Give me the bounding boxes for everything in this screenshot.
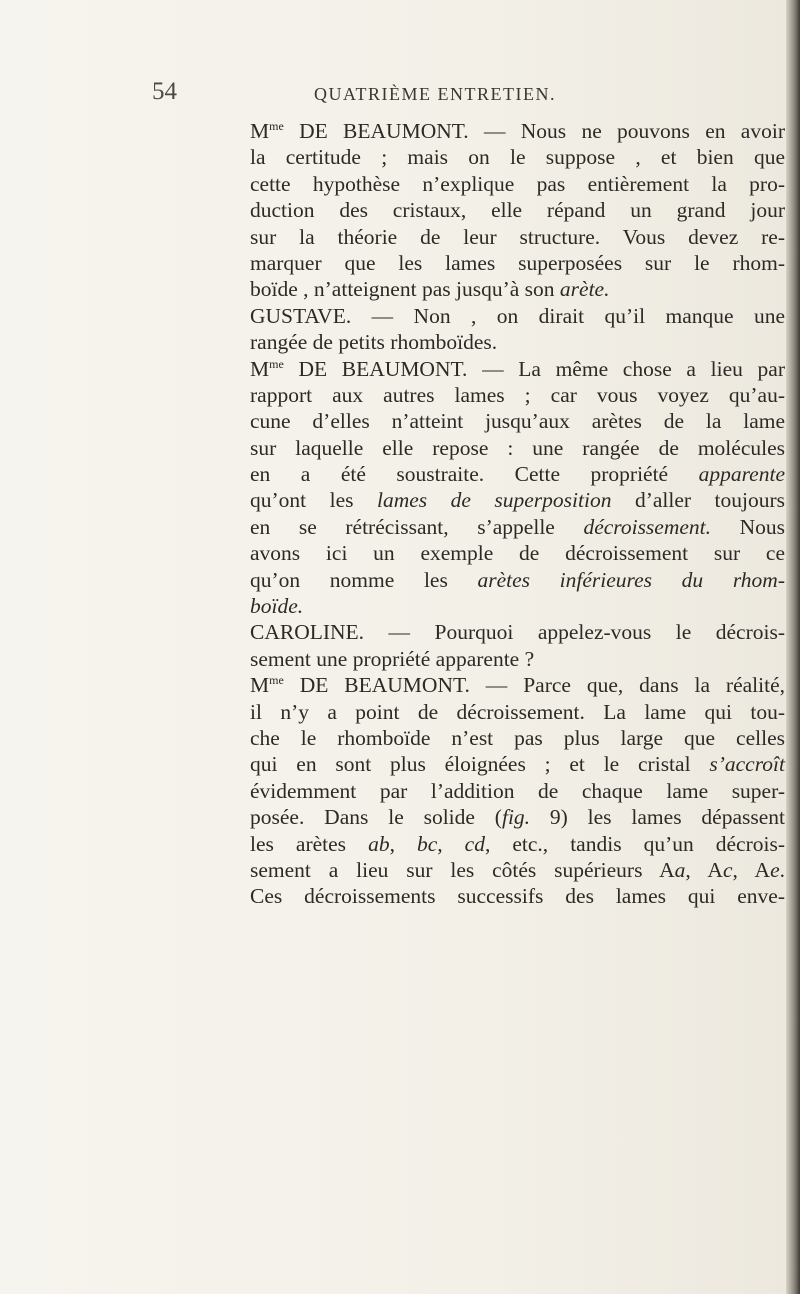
- line-text: avons ici un exemple de décroissement sur ce: [250, 541, 785, 566]
- italic-term: boïde.: [250, 594, 304, 619]
- line-text: Nous: [711, 514, 785, 539]
- line-text: la certitude ; mais on le suppose , et bien que: [250, 145, 785, 170]
- text-line: [250, 672, 785, 698]
- text-line: [250, 540, 785, 566]
- speaker-title: M: [250, 356, 270, 381]
- line-text: — Nous ne pouvons en avoir: [468, 119, 785, 143]
- line-text: boïde , n’atteignent pas jusqu’à son: [250, 277, 560, 302]
- text-line: [250, 646, 785, 672]
- text-line: [250, 593, 785, 619]
- line-text: ,: [437, 831, 465, 856]
- line-text: , A: [732, 857, 771, 882]
- text-line: [250, 751, 785, 777]
- line-text: — Pourquoi appelez-vous le décrois-: [364, 620, 785, 645]
- text-line: [250, 461, 785, 487]
- speaker-title-superscript: me: [269, 673, 284, 688]
- italic-term: ab: [368, 831, 390, 856]
- text-line: [250, 699, 785, 725]
- speaker-title-superscript: me: [269, 119, 284, 133]
- italic-term: apparente: [698, 462, 785, 487]
- page-header: [152, 78, 772, 108]
- line-text: sement une propriété apparente ?: [250, 646, 535, 671]
- text-line: [250, 303, 785, 329]
- text-line: [250, 329, 785, 355]
- line-text: ,: [389, 831, 417, 856]
- italic-term: arètes inférieures du rhom-: [477, 567, 785, 592]
- text-line: [250, 619, 785, 645]
- line-text: qui en sont plus éloignées ; et le cristal: [250, 752, 710, 777]
- book-spine-shadow: [786, 0, 800, 1294]
- text-line: [250, 778, 785, 804]
- text-line: [250, 567, 785, 593]
- text-line: [250, 356, 785, 382]
- text-line: [250, 144, 785, 170]
- speaker-name: DE BEAUMONT.: [283, 673, 470, 698]
- speaker-name: CAROLINE.: [250, 620, 365, 645]
- line-text: qu’on nomme les: [250, 567, 478, 592]
- text-line: [250, 224, 785, 250]
- line-text: posée. Dans le solide (: [250, 805, 502, 830]
- text-line: [250, 171, 785, 197]
- line-text: rapport aux autres lames ; car vous voyez qu’au-: [250, 382, 785, 407]
- text-line: [250, 408, 785, 434]
- line-text: .: [779, 857, 785, 882]
- line-text: rangée de petits rhomboïdes.: [250, 330, 498, 355]
- line-text: cune d’elles n’atteint jusqu’aux arètes de la lame: [250, 409, 785, 434]
- line-text: en a été soustraite. Cette propriété: [250, 462, 699, 487]
- text-line: [250, 487, 785, 513]
- line-text: 9) les lames dépassent: [530, 805, 785, 830]
- line-text: , A: [685, 857, 723, 882]
- text-line: [250, 831, 785, 857]
- line-text: en se rétrécissant, s’appelle: [250, 514, 584, 539]
- line-text: il n’y a point de décroissement. La lame qui tou-: [250, 699, 785, 724]
- line-text: , etc., tandis qu’un décrois-: [484, 831, 786, 856]
- speaker-title: M: [250, 673, 270, 698]
- speaker-name: GUSTAVE.: [250, 303, 352, 328]
- text-line: [250, 118, 785, 144]
- speaker-title-superscript: me: [269, 356, 284, 371]
- page-number: 54: [152, 78, 177, 105]
- text-line: [250, 382, 785, 408]
- line-text: sur la théorie de leur structure. Vous devez re-: [250, 224, 785, 249]
- line-text: che le rhomboïde n’est pas plus large que celles: [250, 725, 785, 750]
- italic-term: c: [722, 857, 733, 882]
- line-text: — Parce que, dans la réalité,: [469, 673, 785, 698]
- text-line: [250, 725, 785, 751]
- italic-term: bc: [416, 831, 438, 856]
- line-text: qu’ont les: [250, 488, 377, 513]
- body-text: [250, 118, 785, 910]
- line-text: duction des cristaux, elle répand un grand jour: [250, 198, 785, 223]
- line-text: marquer que les lames superposées sur le rhom-: [250, 250, 785, 275]
- text-line: [250, 804, 785, 830]
- text-line: [250, 857, 785, 883]
- italic-term: lames de superposition: [376, 488, 612, 513]
- text-line: [250, 883, 785, 909]
- italic-term: a: [674, 857, 686, 882]
- italic-term: fig.: [501, 805, 531, 830]
- line-text: sur laquelle elle repose : une rangée de molécules: [250, 435, 785, 460]
- line-text: Ces décroissements successifs des lames qui enve-: [250, 884, 785, 909]
- line-text: — La même chose a lieu par: [467, 356, 785, 381]
- italic-term: décroissement.: [583, 514, 712, 539]
- line-text: les arètes: [250, 831, 369, 856]
- line-text: cette hypothèse n’explique pas entièrement la pro-: [250, 171, 785, 196]
- italic-term: s’accroît: [709, 752, 785, 777]
- running-head: QUATRIÈME ENTRETIEN.: [314, 84, 556, 104]
- speaker-title: M: [250, 119, 270, 143]
- speaker-name: DE BEAUMONT.: [283, 119, 469, 143]
- line-text: d’aller toujours: [611, 488, 785, 513]
- text-line: [250, 276, 785, 302]
- text-line: [250, 250, 785, 276]
- text-line: [250, 435, 785, 461]
- text-line: [250, 514, 785, 540]
- line-text: sement a lieu sur les côtés supérieurs A: [250, 857, 675, 882]
- italic-term: arète.: [559, 277, 610, 302]
- speaker-name: DE BEAUMONT.: [283, 356, 468, 381]
- text-line: [250, 197, 785, 223]
- line-text: évidemment par l’addition de chaque lame super-: [250, 778, 785, 803]
- line-text: — Non , on dirait qu’il manque une: [351, 303, 785, 328]
- italic-term: e: [770, 857, 780, 882]
- italic-term: cd: [464, 831, 485, 856]
